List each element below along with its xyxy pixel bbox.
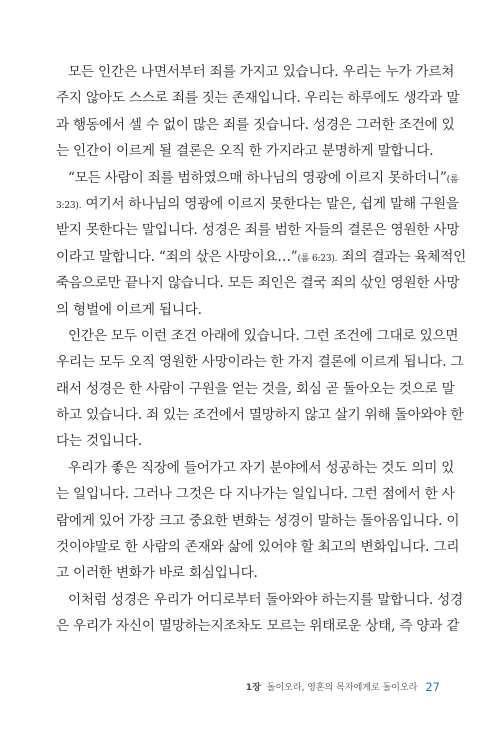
text-line — [56, 165, 459, 191]
scripture-reference: (롬 6:23). — [297, 253, 338, 264]
text-line: 의 형벌에 이르게 됩니다. — [56, 301, 202, 318]
text-line: 이처럼 성경은 우리가 어디로부터 돌아와야 하는지를 말합니다. 성경 — [68, 591, 464, 608]
text-line — [56, 191, 459, 217]
text-line: 우리는 모두 오직 영원한 사망이라는 한 가지 결론에 이르게 됩니다. 그 — [56, 354, 464, 371]
text-line: 람에게 있어 가장 크고 중요한 변화는 성경이 말하는 돌아옴입니다. 이 — [56, 512, 460, 529]
text-line: 래서 성경은 한 사람이 구원을 얻는 것을, 회심 곧 돌아오는 것으로 말 — [56, 380, 455, 397]
page-number: 27 — [425, 680, 440, 694]
text-line: 받지 못한다는 말입니다. 성경은 죄를 범한 자들의 결론은 영원한 사망 — [56, 222, 460, 239]
quote-text: “모든 사람이 죄를 범하였으매 하나님의 영광에 이르지 못하더니” — [68, 169, 447, 186]
text-line: 고 이러한 변화가 바로 회심입니다. — [56, 565, 258, 582]
text-line: 것이야말로 한 사람의 존재와 삶에 있어야 할 최고의 변화입니다. 그리 — [56, 539, 460, 556]
page-footer — [246, 680, 440, 694]
text-line: 주지 않아도 스스로 죄를 짓는 존재입니다. 우리는 하루에도 생각과 말 — [56, 90, 460, 107]
text-line: 우리가 좋은 직장에 들어가고 자기 분야에서 성공하는 것도 의미 있 — [68, 459, 455, 476]
chapter-label: 1장 — [245, 683, 261, 693]
scripture-reference: 3:23). — [56, 200, 82, 211]
text-line: 과 행동에서 셀 수 없이 많은 죄를 짓습니다. 성경은 그러한 조건에 있 — [56, 116, 455, 133]
text-line: 은 우리가 자신이 멸망하는지조차도 모르는 위태로운 상태, 즉 양과 같 — [56, 618, 460, 635]
text-line: 죽음으로만 끝나지 않습니다. 모든 죄인은 결국 죄의 삯인 영원한 사망 — [56, 275, 460, 292]
text-line: 모든 인간은 나면서부터 죄를 가지고 있습니다. 우리는 누가 가르쳐 — [68, 64, 455, 80]
scripture-reference: (롬 — [446, 174, 459, 185]
text-segment: 이라고 말합니다. “죄의 삯은 사망이요…” — [56, 248, 298, 265]
text-segment: 여기서 하나님의 영광에 이르지 못한다는 말은, 쉽게 말해 구원을 — [85, 195, 459, 212]
text-line: 인간은 모두 이런 조건 아래에 있습니다. 그런 조건에 그대로 있으면 — [68, 327, 459, 344]
text-line: 하고 있습니다. 죄 있는 조건에서 멸망하지 않고 살기 위해 돌아와야 한 — [56, 407, 464, 424]
text-segment: 죄의 결과는 육체적인 — [341, 248, 467, 265]
running-title: 돌이오라, 영혼의 목자에게로 돌이오라 — [266, 683, 418, 693]
text-line — [56, 244, 467, 270]
text-line: 는 일입니다. 그러나 그것은 다 지나가는 일입니다. 그런 점에서 한 사 — [56, 486, 455, 503]
body-text — [56, 59, 467, 640]
text-line: 는 인간이 이르게 될 결론은 오직 한 가지라고 분명하게 말합니다. — [56, 143, 434, 160]
text-line: 다는 것입니다. — [56, 433, 142, 450]
